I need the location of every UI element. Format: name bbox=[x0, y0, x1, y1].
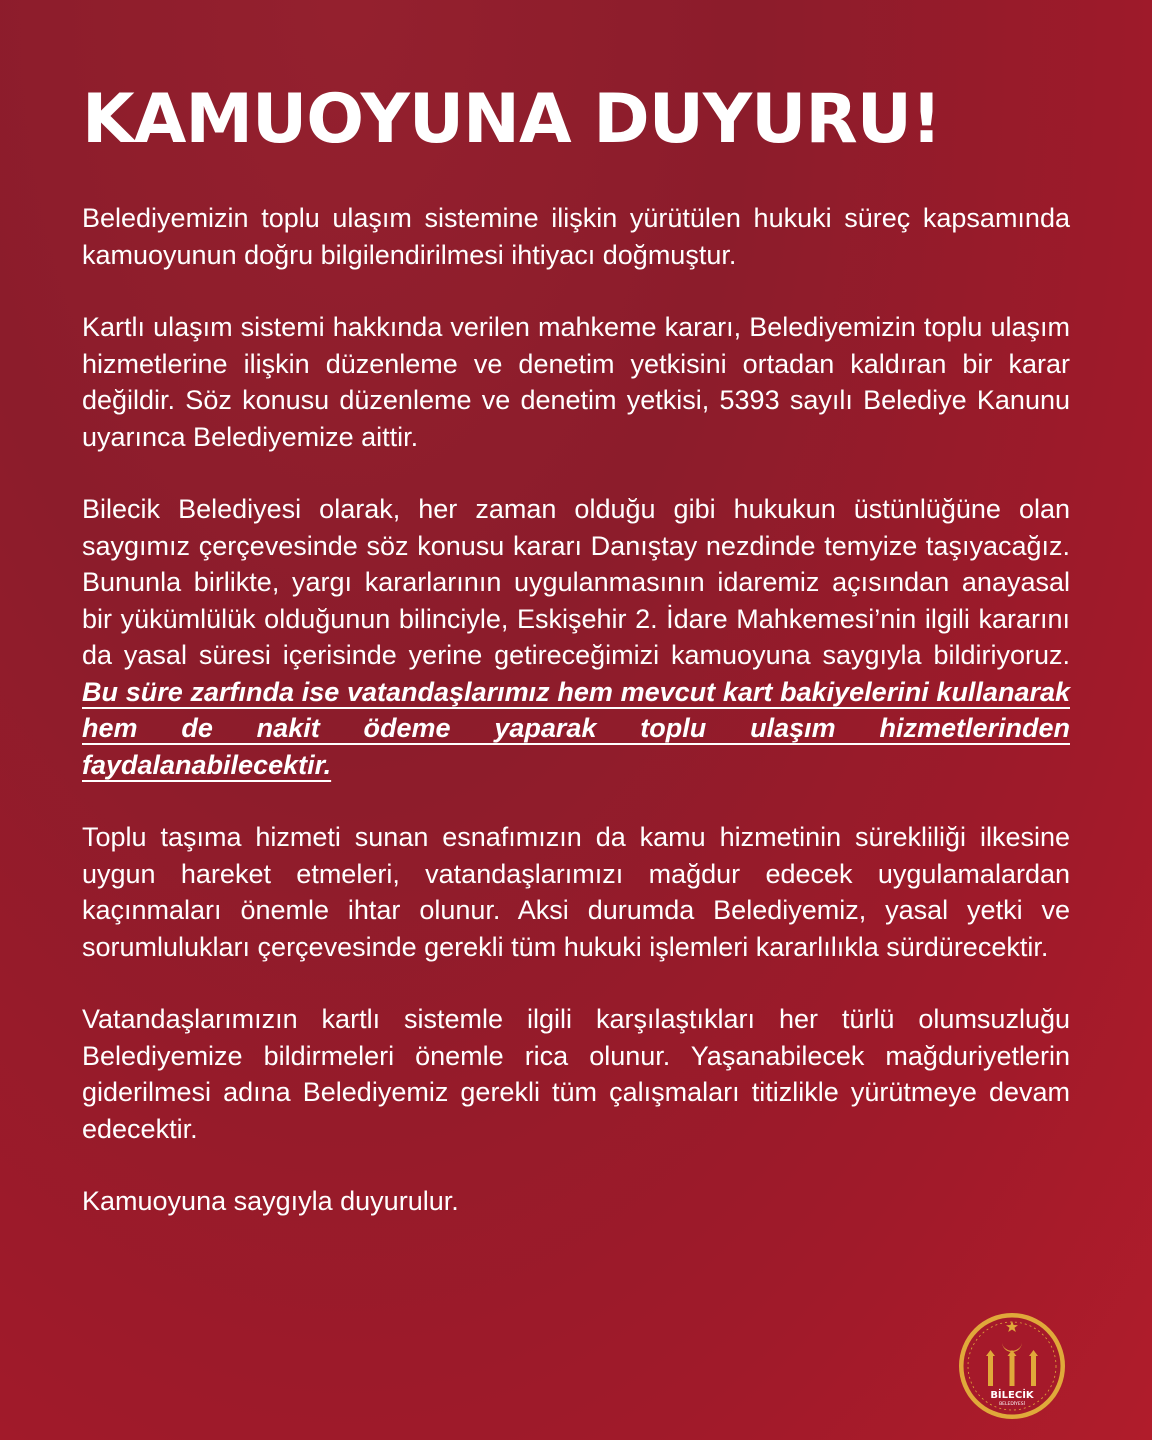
seal-logo-name: BİLECİK bbox=[990, 1390, 1034, 1401]
announcement-body bbox=[82, 200, 1070, 1256]
paragraph-appeal-text: Bilecik Belediyesi olarak, her zaman olduğu gibi hukukun üstünlüğüne olan saygımız çerçevesinde söz konusu kararı Danıştay nezdinde temyize taşıyacağız. Bununla birlikte, yargı kararlarının uygulanmasının idaremiz açısından anayasal bir yükümlülük olduğunun bilinciyle, Eskişehir 2. İdare Mahkemesi’nin ilgili kararını da yasal süresi içerisinde yerine getireceğimizi kamuoyuna saygıyla bildiriyoruz. bbox=[82, 494, 1070, 670]
paragraph-request: Vatandaşlarımızın kartlı sistemle ilgili karşılaştıkları her türlü olumsuzluğu Belediyemize bildirmeleri önemle rica olunur. Yaşanabilecek mağduriyetlerin giderilmesi adına Belediyemiz gerekli tüm çalışmaları titizlikle yürütmeye devam edecektir. bbox=[82, 1004, 1070, 1144]
bilecik-municipality-seal-icon bbox=[958, 1312, 1066, 1420]
seal-logo-subtitle: BELEDİYESİ bbox=[999, 1402, 1025, 1407]
paragraph-court-decision: Kartlı ulaşım sistemi hakkında verilen mahkeme kararı, Belediyemizin toplu ulaşım hizmetlerine ilişkin düzenleme ve denetim yetkisini ortadan kaldıran bir karar değildir. Söz konusu düzenleme ve denetim yetkisi, 5393 sayılı Belediye Kanunu uyarınca Belediyemize aittir. bbox=[82, 312, 1070, 452]
paragraph-closing: Kamuoyuna saygıyla duyurulur. bbox=[82, 1186, 459, 1216]
paragraph-warning: Toplu taşıma hizmeti sunan esnafımızın da kamu hizmetinin sürekliliği ilkesine uygun hareket etmeleri, vatandaşlarımızı mağdur edecek uygulamalardan kaçınmaları önemle ihtar olunur. Aksi durumda Belediyemiz, yasal yetki ve sorumlulukları çerçevesinde gerekli tüm hukuki işlemleri kararlılıkla sürdürecektir. bbox=[82, 822, 1070, 962]
paragraph-appeal bbox=[82, 491, 1070, 783]
paragraph-intro: Belediyemizin toplu ulaşım sistemine ilişkin yürütülen hukuki süreç kapsamında kamuoyunun doğru bilgilendirilmesi ihtiyacı doğmuştur. bbox=[82, 203, 1070, 270]
page-title: KAMUOYUNA DUYURU! bbox=[82, 80, 941, 159]
emphasized-notice: Bu süre zarfında ise vatandaşlarımız hem mevcut kart bakiyelerini kullanarak hem de nakit ödeme yaparak toplu ulaşım hizmetlerinden faydalanabilecektir. bbox=[82, 676, 1070, 780]
